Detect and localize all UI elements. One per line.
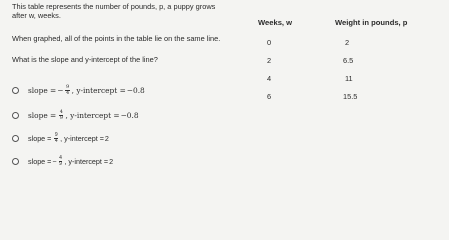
question-line-2: after w, weeks. — [12, 11, 61, 20]
table-header-weeks: Weeks, w — [258, 18, 293, 27]
table-cell: 0 — [267, 38, 272, 47]
slope-fraction — [65, 85, 69, 96]
intercept-label: , y-intercept = — [60, 134, 104, 143]
option-c-label[interactable] — [28, 133, 109, 144]
slope-label: slope = — [28, 157, 52, 166]
slope-denominator: 9 — [59, 161, 62, 167]
slope-numerator: 9 — [54, 132, 58, 138]
table-cell: 2 — [345, 38, 350, 47]
question-line-4: What is the slope and y-intercept of the line? — [12, 55, 158, 64]
option-a-radio[interactable] — [12, 87, 19, 94]
table-cell: 6.5 — [343, 56, 354, 65]
option-b-radio[interactable] — [12, 112, 19, 119]
option-d-radio[interactable] — [12, 158, 19, 165]
slope-fraction — [59, 156, 63, 167]
slope-denominator: 4 — [65, 90, 70, 96]
option-c-radio[interactable] — [12, 135, 19, 142]
table-cell: 2 — [267, 56, 272, 65]
slope-label: slope = — [28, 134, 52, 143]
intercept-value: 2 — [109, 157, 114, 166]
option-b-label[interactable] — [28, 110, 139, 121]
intercept-label: , y-intercept = — [71, 86, 126, 95]
slope-sign: − — [57, 86, 64, 95]
question-line-3: When graphed, all of the points in the table lie on the same line. — [12, 34, 221, 43]
table-cell: 6 — [267, 92, 272, 101]
slope-label: slope = — [28, 111, 57, 120]
slope-fraction — [59, 110, 63, 121]
intercept-label: , y-intercept = — [64, 157, 109, 166]
slope-denominator: 9 — [59, 115, 63, 121]
intercept-value: −0.8 — [126, 86, 145, 95]
table-cell: 15.5 — [343, 92, 358, 101]
slope-denominator: 4 — [54, 138, 58, 144]
table-cell: 4 — [267, 74, 272, 83]
question-line-1: This table represents the number of pounds, p, a puppy grows — [12, 2, 216, 11]
slope-numerator: 9 — [65, 84, 70, 90]
intercept-value: 2 — [104, 134, 109, 143]
intercept-label: , y-intercept = — [65, 111, 120, 120]
option-d-label[interactable] — [28, 156, 113, 167]
slope-label: slope = — [28, 86, 57, 95]
slope-sign: − — [52, 157, 57, 166]
option-a-label[interactable] — [28, 85, 145, 96]
slope-numerator: 4 — [59, 155, 62, 161]
intercept-value: −0.8 — [120, 111, 139, 120]
slope-fraction — [54, 133, 58, 144]
table-cell: 11 — [345, 74, 353, 83]
slope-numerator: 4 — [59, 109, 63, 115]
table-header-weight: Weight in pounds, p — [335, 18, 408, 27]
